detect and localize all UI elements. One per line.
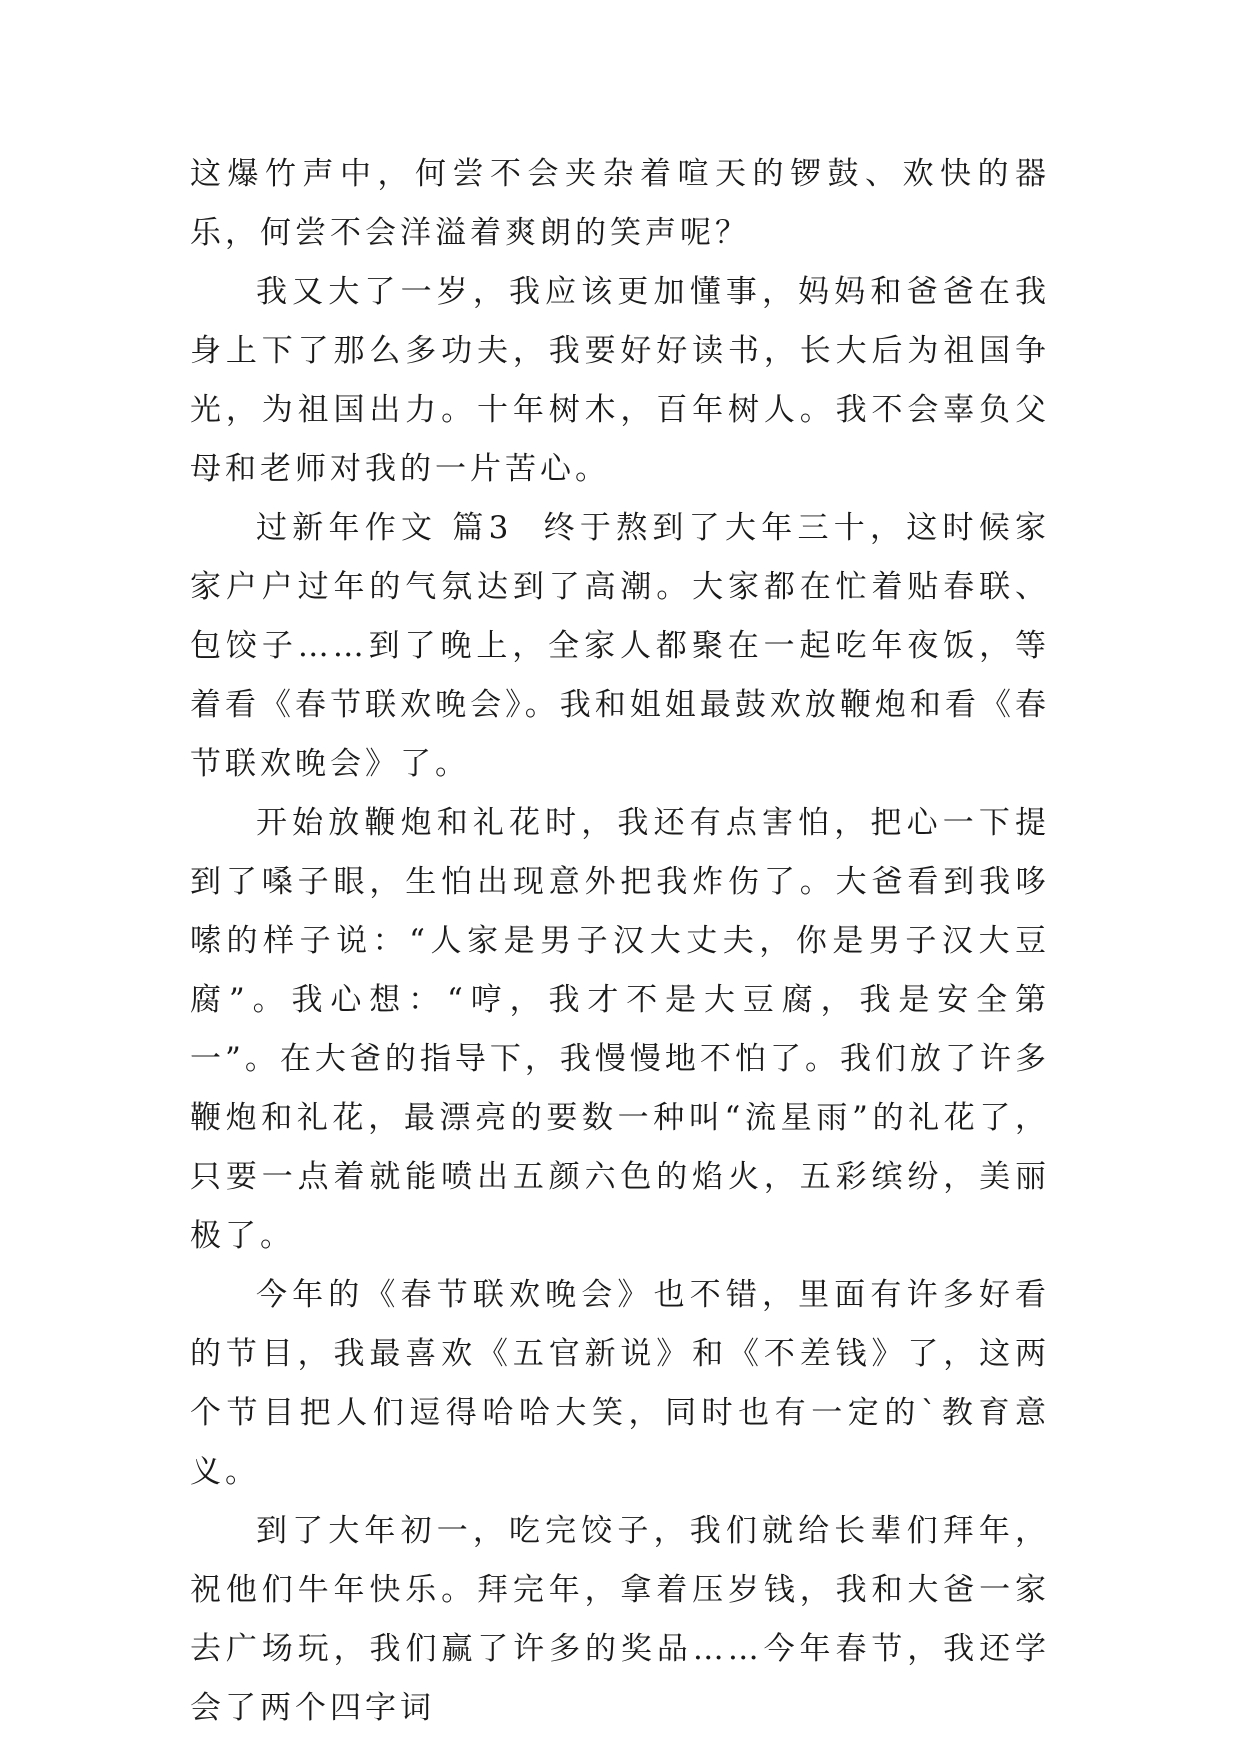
paragraph-2: 我又大了一岁，我应该更加懂事，妈妈和爸爸在我身上下了那么多功夫，我要好好读书，长大后为祖国争光，为祖国出力。十年树木，百年树人。我不会辜负父母和老师对我的一片苦心。 <box>190 274 1050 487</box>
paragraph-3 <box>190 499 1050 794</box>
paragraph-4: 开始放鞭炮和礼花时，我还有点害怕，把心一下提到了嗓子眼，生怕出现意外把我炸伤了。大爸看到我哆嗦的样子说：“人家是男子汉大丈夫，你是男子汉大豆腐”。我心想：“哼，我才不是大豆腐，我是安全第一”。在大爸的指导下，我慢慢地不怕了。我们放了许多鞭炮和礼花，最漂亮的要数一种叫“流星雨”的礼花了，只要一点着就能喷出五颜六色的焰火，五彩缤纷，美丽极了。 <box>190 805 1050 1254</box>
document-page <box>190 145 1050 1738</box>
paragraph-3-text: 终于熬到了大年三十，这时候家家户户过年的气氛达到了高潮。大家都在忙着贴春联、包饺子……到了晚上，全家人都聚在一起吃年夜饭，等着看《春节联欢晚会》。我和姐姐最鼓欢放鞭炮和看《春节联欢晚会》了。 <box>190 510 1051 782</box>
paragraph-1: 这爆竹声中，何尝不会夹杂着喧天的锣鼓、欢快的器乐，何尝不会洋溢着爽朗的笑声呢？ <box>190 156 1050 251</box>
paragraph-6: 到了大年初一，吃完饺子，我们就给长辈们拜年，祝他们牛年快乐。拜完年，拿着压岁钱，我和大爸一家去广场玩，我们赢了许多的奖品……今年春节，我还学会了两个四字词 <box>190 1513 1050 1726</box>
section-heading: 过新年作文 篇3 <box>256 510 513 546</box>
paragraph-5: 今年的《春节联欢晚会》也不错，里面有许多好看的节目，我最喜欢《五官新说》和《不差钱》了，这两个节目把人们逗得哈哈大笑，同时也有一定的`教育意义。 <box>190 1277 1050 1490</box>
